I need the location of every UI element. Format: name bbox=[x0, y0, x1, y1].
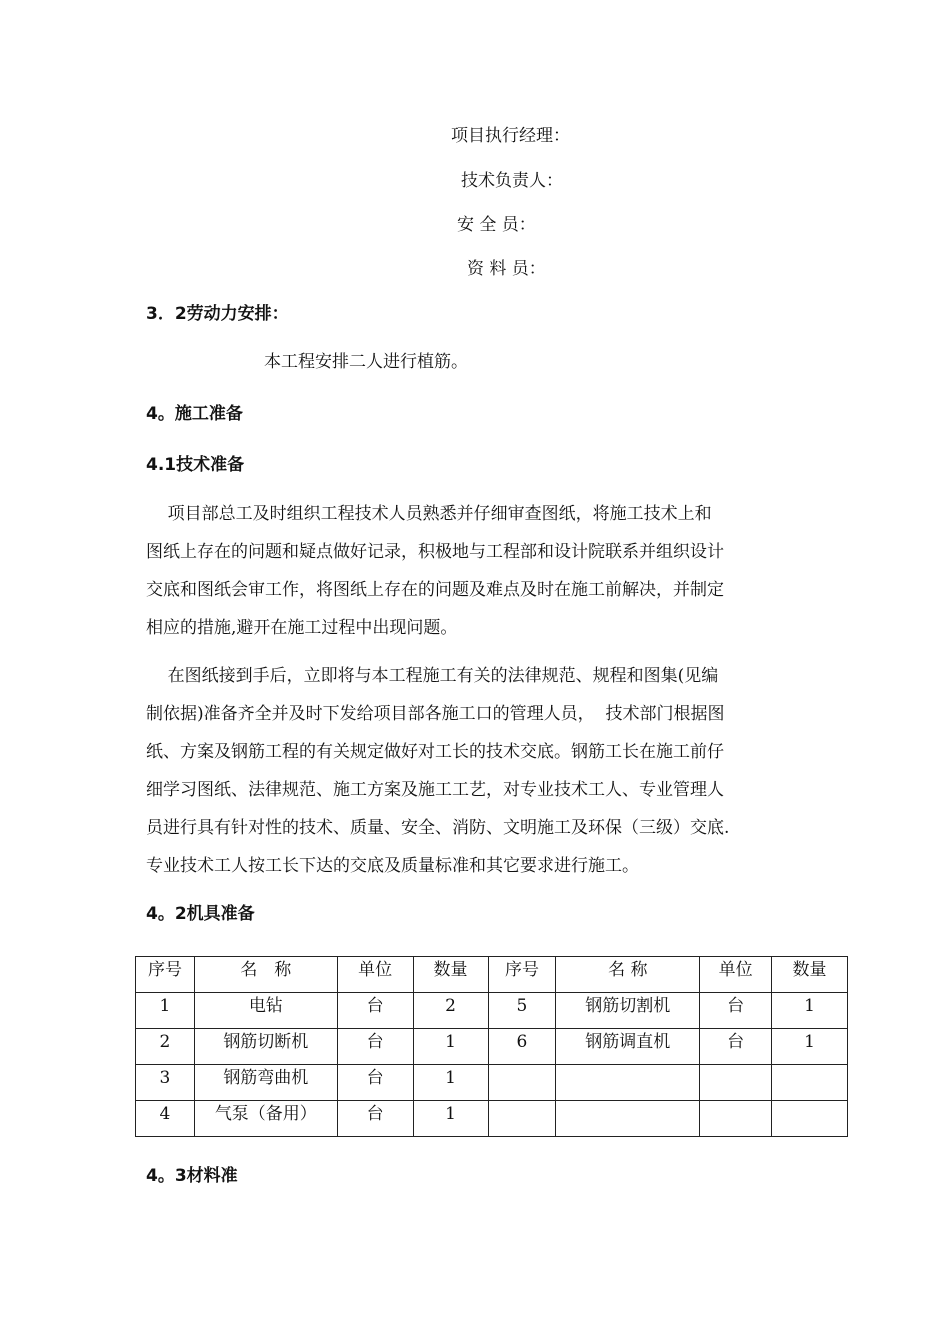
table-row bbox=[136, 1029, 848, 1065]
header-cell: 单位 bbox=[700, 957, 772, 993]
header-cell: 数量 bbox=[413, 957, 488, 993]
table-cell: 气泵（备用） bbox=[194, 1101, 337, 1137]
table-cell: 1 bbox=[413, 1101, 488, 1137]
table-cell bbox=[556, 1101, 700, 1137]
table-cell bbox=[700, 1065, 772, 1101]
header-cell: 名 称 bbox=[556, 957, 700, 993]
table-cell: 3 bbox=[136, 1065, 195, 1101]
table-cell bbox=[488, 1065, 556, 1101]
table-cell: 1 bbox=[413, 1065, 488, 1101]
heading-3-2: 3．2劳动力安排： bbox=[146, 304, 289, 324]
role-safety-officer: 安 全 员： bbox=[457, 215, 536, 235]
table-cell bbox=[700, 1101, 772, 1137]
table-cell: 台 bbox=[700, 1029, 772, 1065]
role-tech-lead: 技术负责人： bbox=[461, 171, 563, 191]
para1-line: 项目部总工及时组织工程技术人员熟悉并仔细审查图纸，将施工技术上和 bbox=[146, 504, 712, 524]
heading-4-2: 4。2机具准备 bbox=[146, 904, 255, 924]
table-cell bbox=[772, 1101, 848, 1137]
role-records-officer: 资 料 员： bbox=[467, 259, 546, 279]
table-cell: 台 bbox=[700, 993, 772, 1029]
header-cell: 单位 bbox=[337, 957, 413, 993]
role-executive-manager: 项目执行经理： bbox=[451, 126, 570, 146]
para1-line: 图纸上存在的问题和疑点做好记录，积极地与工程部和设计院联系并组织设计 bbox=[146, 542, 724, 562]
table-cell: 钢筋切断机 bbox=[194, 1029, 337, 1065]
table-cell: 4 bbox=[136, 1101, 195, 1137]
table-cell bbox=[772, 1065, 848, 1101]
heading-4-1: 4.1技术准备 bbox=[146, 455, 245, 475]
table-cell: 电钻 bbox=[194, 993, 337, 1029]
table-cell bbox=[488, 1101, 556, 1137]
table-cell: 2 bbox=[413, 993, 488, 1029]
para2-line: 专业技术工人按工长下达的交底及质量标准和其它要求进行施工。 bbox=[146, 856, 639, 876]
table-row bbox=[136, 993, 848, 1029]
table-header-row bbox=[136, 957, 848, 993]
para2-line: 在图纸接到手后，立即将与本工程施工有关的法律规范、规程和图集(见编 bbox=[146, 666, 719, 686]
table-cell: 1 bbox=[413, 1029, 488, 1065]
header-cell: 序号 bbox=[136, 957, 195, 993]
heading-4-3: 4。3材料准 bbox=[146, 1166, 238, 1186]
para1-line: 交底和图纸会审工作，将图纸上存在的问题及难点及时在施工前解决，并制定 bbox=[146, 580, 724, 600]
table-row bbox=[136, 1101, 848, 1137]
table-row bbox=[136, 1065, 848, 1101]
table-cell: 钢筋弯曲机 bbox=[194, 1065, 337, 1101]
equipment-table bbox=[135, 956, 848, 1137]
labor-text: 本工程安排二人进行植筋。 bbox=[264, 352, 468, 372]
table-cell: 5 bbox=[488, 993, 556, 1029]
table-cell: 台 bbox=[337, 1065, 413, 1101]
para2-line: 员进行具有针对性的技术、质量、安全、消防、文明施工及环保（三级）交底. bbox=[146, 818, 730, 838]
para2-line: 细学习图纸、法律规范、施工方案及施工工艺，对专业技术工人、专业管理人 bbox=[146, 780, 724, 800]
table-cell: 钢筋切割机 bbox=[556, 993, 700, 1029]
header-cell: 序号 bbox=[488, 957, 556, 993]
para2-line: 制依据)准备齐全并及时下发给项目部各施工口的管理人员， 技术部门根据图 bbox=[146, 704, 725, 724]
table-cell: 台 bbox=[337, 1101, 413, 1137]
header-cell: 名 称 bbox=[194, 957, 337, 993]
table-cell: 1 bbox=[772, 993, 848, 1029]
header-cell: 数量 bbox=[772, 957, 848, 993]
heading-4: 4。施工准备 bbox=[146, 404, 243, 424]
table-cell: 钢筋调直机 bbox=[556, 1029, 700, 1065]
table-cell: 2 bbox=[136, 1029, 195, 1065]
para2-line: 纸、方案及钢筋工程的有关规定做好对工长的技术交底。钢筋工长在施工前仔 bbox=[146, 742, 724, 762]
table-cell: 1 bbox=[136, 993, 195, 1029]
para1-line: 相应的措施,避开在施工过程中出现问题。 bbox=[146, 618, 458, 638]
table-cell: 1 bbox=[772, 1029, 848, 1065]
table-cell: 台 bbox=[337, 1029, 413, 1065]
table-cell: 台 bbox=[337, 993, 413, 1029]
table-cell bbox=[556, 1065, 700, 1101]
table-cell: 6 bbox=[488, 1029, 556, 1065]
